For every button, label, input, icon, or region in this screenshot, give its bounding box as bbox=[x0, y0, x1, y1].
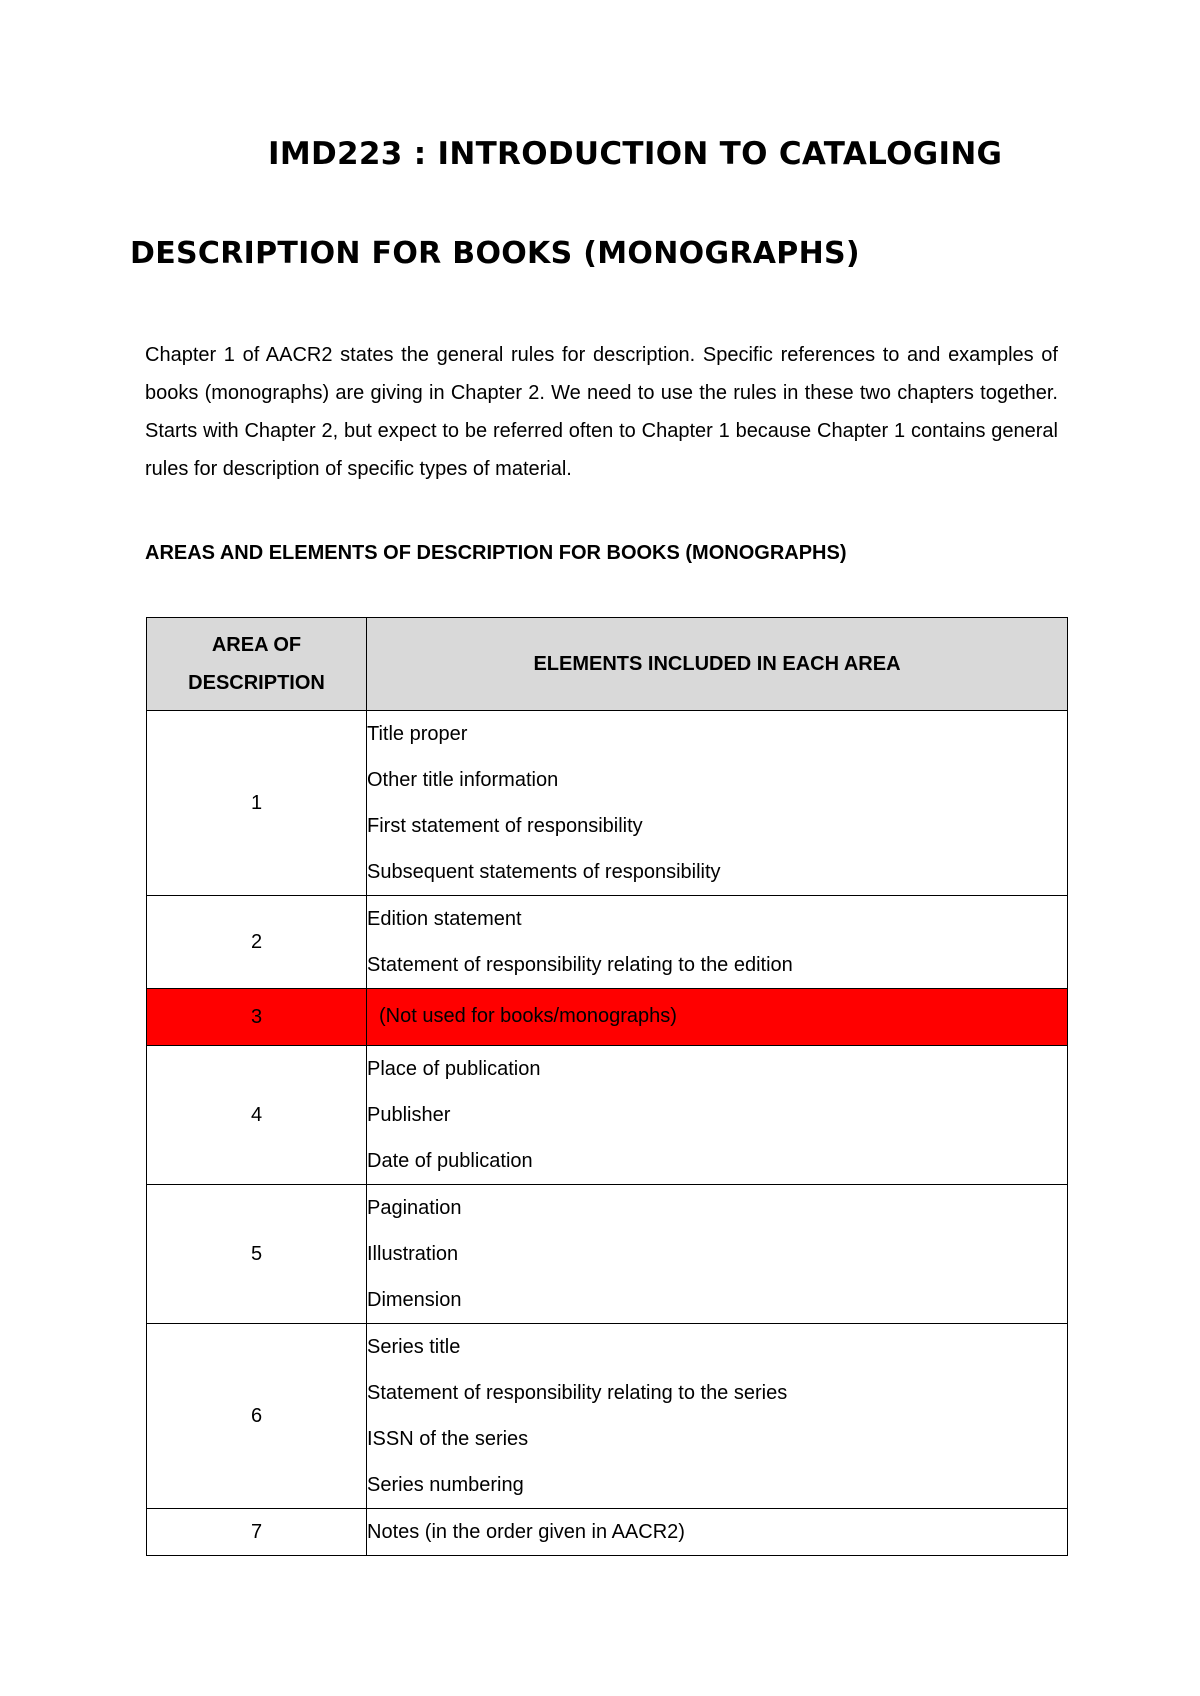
element-item: Dimension bbox=[367, 1289, 462, 1311]
elements-cell bbox=[367, 711, 1068, 896]
element-item: Title proper bbox=[367, 723, 468, 745]
area-number: 7 bbox=[147, 1509, 367, 1556]
course-title: IMD223 : INTRODUCTION TO CATALOGING bbox=[268, 136, 1003, 172]
intro-paragraph: Chapter 1 of AACR2 states the general rules for description. Specific references to and examples of books (monographs) are giving in Chapter 2. We need to use the rules in these two chapters together. Starts with Chapter 2, but expect to be referred often to Chapter 1 because Chapter 1 contains general rules for description of specific types of material. bbox=[145, 344, 1058, 480]
elements-cell bbox=[367, 1324, 1068, 1509]
element-item: Notes (in the order given in AACR2) bbox=[367, 1521, 685, 1543]
area-number: 5 bbox=[147, 1185, 367, 1324]
element-item: Date of publication bbox=[367, 1150, 533, 1172]
elements-cell bbox=[367, 989, 1068, 1046]
header-area-of-description: AREA OF DESCRIPTION bbox=[147, 618, 367, 711]
table-row bbox=[147, 896, 1068, 989]
element-item: Illustration bbox=[367, 1243, 459, 1265]
section-heading: AREAS AND ELEMENTS OF DESCRIPTION FOR BOOKS (MONOGRAPHS) bbox=[145, 542, 847, 564]
areas-table bbox=[146, 617, 1068, 1556]
area-number: 4 bbox=[147, 1046, 367, 1185]
table-row-highlighted bbox=[147, 989, 1068, 1046]
table-row bbox=[147, 1185, 1068, 1324]
element-item: Statement of responsibility relating to the edition bbox=[367, 954, 793, 976]
table-row bbox=[147, 1324, 1068, 1509]
area-number: 2 bbox=[147, 896, 367, 989]
area-number: 1 bbox=[147, 711, 367, 896]
elements-cell bbox=[367, 1185, 1068, 1324]
header-elements: ELEMENTS INCLUDED IN EACH AREA bbox=[367, 618, 1068, 711]
document-heading: DESCRIPTION FOR BOOKS (MONOGRAPHS) bbox=[130, 236, 860, 271]
element-item: Edition statement bbox=[367, 908, 522, 930]
element-item: ISSN of the series bbox=[367, 1428, 529, 1450]
table-row bbox=[147, 711, 1068, 896]
element-item: Series numbering bbox=[367, 1474, 524, 1496]
element-item: Publisher bbox=[367, 1104, 451, 1126]
table-header-row bbox=[147, 618, 1068, 711]
element-item: Series title bbox=[367, 1336, 461, 1358]
table-row bbox=[147, 1509, 1068, 1556]
element-item: Pagination bbox=[367, 1197, 462, 1219]
element-item: Other title information bbox=[367, 769, 559, 791]
elements-cell bbox=[367, 1046, 1068, 1185]
element-item: Statement of responsibility relating to the series bbox=[367, 1382, 788, 1404]
element-item: First statement of responsibility bbox=[367, 815, 643, 837]
element-item: Place of publication bbox=[367, 1058, 541, 1080]
element-item: Subsequent statements of responsibility bbox=[367, 861, 721, 883]
area-number: 6 bbox=[147, 1324, 367, 1509]
area-number: 3 bbox=[147, 989, 367, 1046]
element-item: (Not used for books/monographs) bbox=[379, 1005, 677, 1027]
elements-cell bbox=[367, 896, 1068, 989]
elements-cell bbox=[367, 1509, 1068, 1556]
table-row bbox=[147, 1046, 1068, 1185]
